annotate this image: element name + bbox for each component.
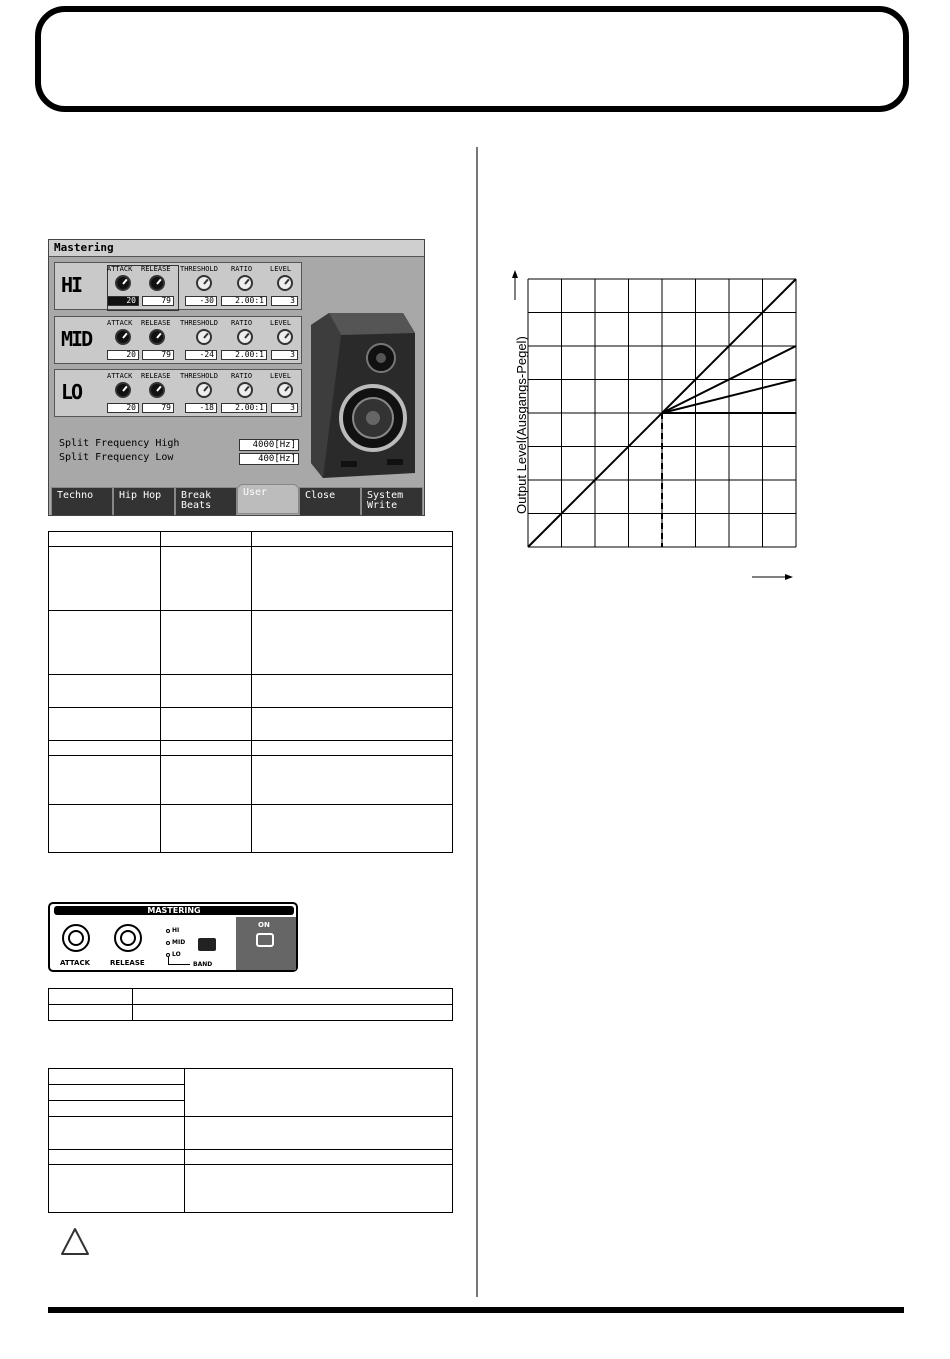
bottom-rule	[48, 1307, 904, 1313]
split-high-value[interactable]: 4000[Hz]	[239, 439, 299, 451]
ratio-label: RATIO	[231, 319, 253, 327]
table-header-row	[49, 532, 453, 547]
warning-icon	[60, 1227, 90, 1257]
panel-header: MASTERING	[54, 906, 294, 915]
split-high-label: Split Frequency High	[59, 438, 180, 449]
release-value[interactable]: 79	[142, 403, 174, 413]
speaker-image	[311, 313, 417, 478]
table-row	[49, 611, 453, 675]
band-lo[interactable]	[54, 369, 302, 417]
band-option-lo: LO	[172, 951, 181, 958]
band-option-mid: MID	[172, 939, 186, 946]
release-label: RELEASE	[141, 372, 171, 380]
level-value[interactable]: 3	[271, 350, 298, 360]
band-option-hi: HI	[172, 927, 180, 934]
threshold-knob[interactable]	[196, 382, 212, 398]
table-row	[49, 1005, 453, 1021]
threshold-value[interactable]: -18	[185, 403, 217, 413]
ratio-value[interactable]: 2.00:1	[221, 403, 267, 413]
attack-value[interactable]: 20	[107, 403, 139, 413]
title-frame	[35, 6, 909, 112]
threshold-label: THRESHOLD	[180, 372, 218, 380]
mastering-panel	[48, 902, 298, 972]
attack-knob[interactable]	[115, 275, 131, 291]
hi-led-icon	[166, 929, 170, 933]
threshold-value[interactable]: -30	[185, 296, 217, 306]
band-button[interactable]	[198, 938, 216, 951]
table-row	[49, 1165, 453, 1213]
attack-value[interactable]: 20	[107, 296, 139, 306]
band-bracket-line	[168, 964, 190, 965]
release-label: RELEASE	[141, 319, 171, 327]
level-label: LEVEL	[270, 265, 292, 273]
band-name: LO	[61, 380, 82, 404]
x-arrow-head	[785, 574, 793, 580]
threshold-value[interactable]: -24	[185, 350, 217, 360]
level-label: LEVEL	[270, 372, 292, 380]
table-row	[49, 805, 453, 853]
release-knob[interactable]	[149, 275, 165, 291]
tab-user[interactable]: User	[237, 484, 299, 514]
mid-led-icon	[166, 941, 170, 945]
release-value[interactable]: 79	[142, 350, 174, 360]
level-knob[interactable]	[277, 329, 293, 345]
on-label: ON	[258, 921, 270, 929]
release-knob[interactable]	[149, 382, 165, 398]
tab-system-write[interactable]: System Write	[361, 487, 423, 516]
table-row	[49, 708, 453, 741]
column-divider	[476, 147, 478, 1297]
split-low-label: Split Frequency Low	[59, 452, 174, 463]
screen-titlebar	[49, 240, 424, 257]
band-name: MID	[61, 327, 92, 351]
band-label: BAND	[193, 961, 213, 968]
table-row	[49, 547, 453, 611]
ratio-label: RATIO	[231, 265, 253, 273]
attack-label: ATTACK	[107, 319, 133, 327]
threshold-knob[interactable]	[196, 329, 212, 345]
release-label: RELEASE	[141, 265, 171, 273]
settings-table	[48, 1068, 453, 1213]
table-row	[49, 675, 453, 708]
panel-table	[48, 988, 453, 1021]
level-knob[interactable]	[277, 275, 293, 291]
threshold-label: THRESHOLD	[180, 265, 218, 273]
tab-break-beats[interactable]: Break Beats	[175, 487, 237, 516]
level-value[interactable]: 3	[271, 403, 298, 413]
tab-hip-hop[interactable]: Hip Hop	[113, 487, 175, 516]
attack-label: ATTACK	[107, 372, 133, 380]
tab-techno[interactable]: Techno	[51, 487, 113, 516]
attack-panel-knob[interactable]	[62, 924, 90, 952]
table-row	[49, 1150, 453, 1165]
table-row	[49, 1069, 453, 1085]
split-low-value[interactable]: 400[Hz]	[239, 453, 299, 465]
table-row	[49, 1117, 453, 1150]
level-knob[interactable]	[277, 382, 293, 398]
attack-panel-label: ATTACK	[60, 959, 91, 967]
parameter-table	[48, 531, 453, 853]
ratio-value[interactable]: 2.00:1	[221, 296, 267, 306]
attack-knob[interactable]	[115, 329, 131, 345]
release-knob[interactable]	[149, 329, 165, 345]
y-arrow-head	[512, 270, 518, 278]
ratio-knob[interactable]	[237, 382, 253, 398]
ratio-label: RATIO	[231, 372, 253, 380]
on-area	[236, 917, 296, 970]
table-row	[49, 756, 453, 805]
attack-knob[interactable]	[115, 382, 131, 398]
band-hi[interactable]	[54, 262, 302, 310]
tab-close[interactable]: Close	[299, 487, 361, 516]
release-panel-label: RELEASE	[110, 959, 145, 967]
table-row	[49, 989, 453, 1005]
attack-value[interactable]: 20	[107, 350, 139, 360]
table-row	[49, 741, 453, 756]
on-button[interactable]	[256, 933, 274, 947]
mastering-screen	[48, 239, 425, 516]
ratio-value[interactable]: 2.00:1	[221, 350, 267, 360]
ratio-knob[interactable]	[237, 329, 253, 345]
ratio-knob[interactable]	[237, 275, 253, 291]
band-mid[interactable]	[54, 316, 302, 364]
release-panel-knob[interactable]	[114, 924, 142, 952]
screen-title: Mastering	[54, 241, 114, 254]
y-axis-label: Output Level(Ausgangs-Pegel)	[514, 336, 529, 514]
attack-label: ATTACK	[107, 265, 133, 273]
threshold-knob[interactable]	[196, 275, 212, 291]
band-bracket	[168, 957, 169, 964]
threshold-label: THRESHOLD	[180, 319, 218, 327]
band-name: HI	[61, 273, 82, 297]
release-value[interactable]: 79	[142, 296, 174, 306]
level-value[interactable]: 3	[271, 296, 298, 306]
level-label: LEVEL	[270, 319, 292, 327]
compression-chart	[480, 260, 810, 600]
